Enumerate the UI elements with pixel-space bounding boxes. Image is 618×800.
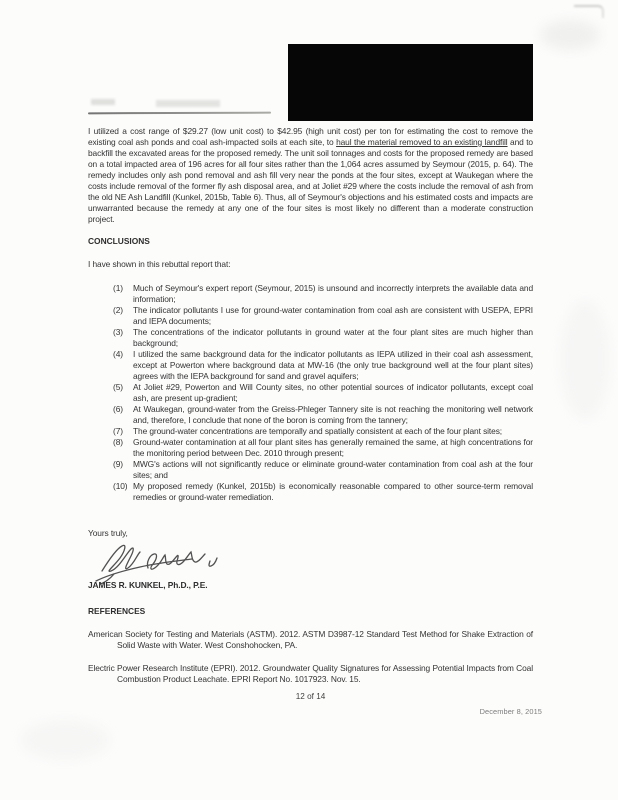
conclusion-item-number: (7) xyxy=(113,426,123,436)
conclusion-item-text: I utilized the same background data for the indicator pollutants as IEPA utilized in their coal ash assessment, except at Powerton where background data at MW-16 (the only true background well at the four plant sites) agrees with the IEPA background for sand and gravel aquifers; xyxy=(133,349,533,381)
conclusion-item-number: (9) xyxy=(113,459,123,469)
ghost-underline xyxy=(88,112,271,115)
conclusion-item xyxy=(113,283,533,305)
conclusion-item xyxy=(113,404,533,426)
signatory-name: JAMES R. KUNKEL, Ph.D., P.E. xyxy=(88,580,208,590)
document-date: December 8, 2015 xyxy=(479,707,542,716)
scan-artifact-corner xyxy=(574,5,604,18)
conclusion-item-number: (8) xyxy=(113,437,123,447)
references-heading: REFERENCES xyxy=(88,606,146,616)
reference-entry: Electric Power Research Institute (EPRI). 2012. Groundwater Quality Signatures for Assessing Potential Impacts from Coal Combustion Product Leachate. EPRI Report No. 1017923. Nov. 15. xyxy=(88,663,533,684)
conclusion-item-text: The indicator pollutants I use for ground-water contamination from coal ash are consistent with USEPA, EPRI and IEPA documents; xyxy=(133,305,533,326)
closing-salutation: Yours truly, xyxy=(88,528,128,538)
cost-paragraph-start: I utilized a cost range of $29.27 (low unit cost) to $42.95 (high unit cost) per ton for estimating the cost to remove the existing coal ash ponds and coal ash-impacted soils at each site, to xyxy=(88,126,533,147)
conclusion-item xyxy=(113,481,533,503)
reference-entry: American Society for Testing and Materials (ASTM). 2012. ASTM D3987-12 Standard Test Method for Shake Extraction of Solid Waste with Water. West Conshohocken, PA. xyxy=(88,629,533,650)
conclusions-intro: I have shown in this rebuttal report that: xyxy=(88,259,231,269)
conclusion-item xyxy=(113,459,533,481)
conclusion-item-text: The ground-water concentrations are temporally and spatially consistent at each of the four plant sites; xyxy=(133,426,503,436)
cost-paragraph-end: and to backfill the excavated areas for the proposed remedy. The unit soil tonnages and costs for the proposed remedy are based on a total impacted area of 196 acres for all four sites rather than the 1,064 acres assumed by Seymour (2015, p. 64). The remedy includes only ash pond removal and ash fill very near the ponds at the four sites, except at Waukegan where the costs include removal of the former fly ash disposal area, and at Joliet #29 where the costs include the removal of ash from the old NE Ash Landfill (Kunkel, 2015b, Table 6). Thus, all of Seymour's objections and his estimated costs and impacts are unwarranted because the remedy at any one of the four sites is most likely no different than a moderate construction project. xyxy=(88,137,533,224)
references-list xyxy=(88,629,533,685)
ghost-text-smudge xyxy=(91,99,115,105)
conclusion-item-number: (2) xyxy=(113,305,123,315)
conclusion-item-number: (6) xyxy=(113,404,123,414)
conclusion-item-text: The concentrations of the indicator pollutants in ground water at the four plant sites are much higher than background; xyxy=(133,327,533,348)
scan-artifact xyxy=(540,20,600,50)
conclusion-item xyxy=(113,437,533,459)
underlined-phrase: haul the material removed to an existing landfill xyxy=(336,137,508,147)
conclusion-item xyxy=(113,426,533,437)
ghost-text-smudge xyxy=(156,100,220,107)
signature-svg xyxy=(92,541,242,585)
conclusion-item-text: Ground-water contamination at all four plant sites has generally remained the same, at high concentrations for the monitoring period between Dec. 2010 through present; xyxy=(133,437,533,458)
conclusion-item-text: Much of Seymour's expert report (Seymour, 2015) is unsound and incorrectly interprets the available data and information; xyxy=(133,283,533,304)
document-body xyxy=(88,126,533,697)
conclusion-item-text: My proposed remedy (Kunkel, 2015b) is economically reasonable compared to other source-term removal remedies or ground-water remediation. xyxy=(133,481,533,502)
conclusion-item xyxy=(113,305,533,327)
scan-artifact xyxy=(560,300,610,420)
scan-artifact xyxy=(20,720,110,760)
conclusion-item-number: (5) xyxy=(113,382,123,392)
page-number: 12 of 14 xyxy=(295,692,326,701)
conclusion-item xyxy=(113,327,533,349)
conclusion-item-number: (4) xyxy=(113,349,123,359)
conclusion-item-text: At Joliet #29, Powerton and Will County sites, no other potential sources of indicator pollutants, except coal ash, are present up-gradient; xyxy=(133,382,533,403)
conclusion-item xyxy=(113,349,533,382)
cost-paragraph xyxy=(88,126,533,225)
signature-image xyxy=(92,541,533,579)
conclusion-item-number: (10) xyxy=(113,481,128,491)
conclusions-heading: CONCLUSIONS xyxy=(88,236,150,246)
conclusion-item-text: At Waukegan, ground-water from the Greiss-Phleger Tannery site is not reaching the monitoring well network and, therefore, I conclude that none of the boron is coming from the tannery; xyxy=(133,404,533,425)
conclusions-list xyxy=(113,283,533,503)
conclusion-item-text: MWG's actions will not significantly reduce or eliminate ground-water contamination from coal ash at the four sites; and xyxy=(133,459,533,480)
conclusion-item xyxy=(113,382,533,404)
redaction-box xyxy=(288,44,533,121)
conclusion-item-number: (3) xyxy=(113,327,123,337)
conclusion-item-number: (1) xyxy=(113,283,123,293)
